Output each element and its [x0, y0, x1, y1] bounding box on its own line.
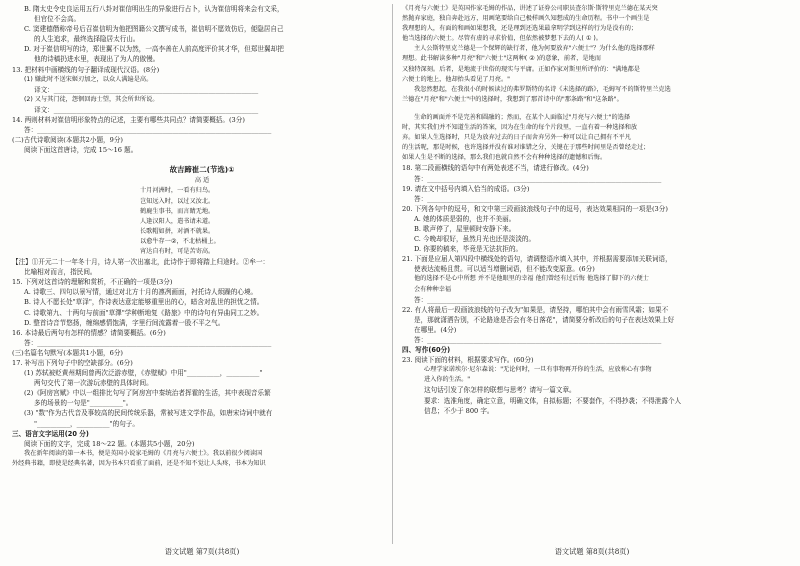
right-line: D. 你要的稿来，毕竟是无法抗拒的。: [414, 245, 523, 254]
right-line: C. 今晚却很好，虽然月光也还是淡淡的。: [414, 235, 536, 244]
right-spacer: [402, 105, 782, 113]
left-line: 比喻相对而言，指民间。: [24, 268, 97, 277]
left-line: 外经典书籍，即使是经典名著，因为书本只看重了面前，还是不知不觉让人头疼，书本为知识: [12, 459, 266, 467]
right-line: 答：_______________________________________________________________________: [414, 194, 662, 203]
left-line: 15. 下列对这首诗的理解和赏析，不正确的一项是(3分): [12, 278, 173, 287]
left-line: 16. 本诗最后两句有怎样的情感？请简要概括。(6分): [12, 328, 166, 337]
right-line: 我忽然想起，在我很小的时候读过的弗罗斯特的名诗《未选择的路》，毛姆写不的斯特里兰克选: [414, 85, 671, 93]
left-line: 他的诗稿扔进水里，表现出了为人的傲慢。: [34, 55, 160, 64]
page-8: [402, 4, 782, 536]
left-line: (1) 嫌此时不送宋姬刃加之，以众人满遍是高。: [24, 75, 153, 83]
right-line: 他当选择的六便士。尽管有虚的寻求价值，但依然被梦想下去的人( ① )。: [402, 35, 602, 43]
right-line: 22. 有人将最后一段画波浪线的句子改为"如果是，请坚持，哪怕其中会有雨雪风霜；如果不: [402, 305, 669, 314]
poem-body: [12, 186, 392, 257]
left-line: (1) 苏轼被贬黄州期间曾两次泛游赤壁，《赤壁赋》中用"__________，__________": [24, 369, 263, 378]
poem-line: 岂知远入时，以过又汝北。: [140, 197, 215, 205]
right-line: B. 歌声停了，屋里顿时安静下来。: [414, 224, 516, 233]
right-line: 18. 第二段画横线的语句中有两处表述不当，请进行修改。(4分): [402, 164, 589, 173]
left-line: C. 诗歌第九、十两句与前面"草澤"学种断地复《路旅》中的诗句有异曲同工之妙。: [24, 308, 264, 317]
right-line: A. 她的体质是弱的，也并不美丽。: [414, 214, 516, 223]
left-line: (三)名篇名句默写(本题共1小题，6分): [12, 348, 123, 357]
right-line: 《月亮与六便士》是英国作家毛姆的作品，讲述了证券公司职员查尔斯·斯特里克兰德在某天突: [402, 5, 658, 12]
right-line: 如果人生是不断的选择，那么我们也就自然不会有种种选择的遗憾和后悔。: [402, 154, 607, 162]
footer-page-8: 语文试题 第8页(共8页): [554, 547, 630, 556]
left-text-block-1: [12, 4, 392, 163]
page-divider: [392, 4, 393, 544]
left-line: 阅读下面这首唐诗，完成 15～16 题。: [24, 146, 138, 155]
right-line: 这句话引发了你怎样的联想与思考？请写一篇文章。: [424, 386, 576, 395]
right-line: 的生活呢，那是时候，也许选择并没有谁对谁错之分，关键在于那些时间里是否曾经走过；: [402, 144, 650, 152]
right-line: 答：_______________________________________________________________________: [414, 174, 662, 183]
right-text-block: [402, 4, 782, 416]
poem-line: 长歌帽如拼，对酒不就果。: [140, 227, 215, 235]
right-line: 又独特深刻。后者，是地流于世俗的现实与平庸。正如作家对斯里所评价的："满地都是: [402, 65, 640, 73]
right-line: 要求：选准角度，确定立意，明确文体，自拟标题；不要套作，不得抄袭；不得泄露个人: [424, 396, 682, 405]
left-line: 我在新年阅读的第一本书，便是英国小说家毛姆的《月亮与六便士》。我以前很少阅读国: [24, 449, 263, 457]
left-line: 三、语言文字运用(20 分): [12, 429, 89, 438]
left-line: C. 窦建德僭称帝号后召崔信明为他把图籍公文撰写成书，崔信明不愿效仿后，便隐居自己: [24, 25, 284, 34]
right-line: 会有种种幸福: [414, 285, 452, 293]
left-line: 13. 把材料中画横线的句子翻译成现代汉语。(8分): [12, 65, 160, 74]
right-line: 我理想的人，有面的和画如果想我，还是理到还选果最拿明学到这样的行为是没有的；: [402, 25, 638, 33]
left-line: 阅读下面的文字，完成 18～22 题。(本题共5小题，20分): [24, 439, 195, 448]
footer-page-7: 语文试题 第7页(共8页): [164, 547, 240, 556]
right-line: 信息；不少于 800 字。: [424, 406, 494, 415]
left-line: B. 诗人不愿长处"草泽"，作诗表达意定能够重里出的心，暗含对乱世的担忧之情。: [24, 298, 264, 307]
right-line: 答：_______________________________________________________________________: [414, 336, 662, 344]
left-line: (2) 又与其门徒，怨徊回海士望，其会所世所说。: [24, 95, 159, 103]
right-line: 时，其实我们并不知道生活的答案，因为在生命的每个片段里，一直有着一种选择和放: [402, 124, 638, 132]
right-line: 19. 请在文中括号内填入恰当的成语。(3分): [402, 184, 530, 193]
left-line: (3) "数"作为古代音及事较高的民间传统乐器，常被写进文学作品，如唐宋诗词中就有: [24, 409, 273, 418]
right-line: 然抛弃家庭，独自奔赴远方，用画笔要给自己极样画久知想成的生命历程。书中一个画生是: [402, 15, 650, 23]
right-line: 生命的画面并不是完善和圆融的；然而，在某个人面临过"月亮与六便士"的选择: [414, 113, 631, 121]
left-line: "__________，__________"的句子。: [34, 419, 139, 428]
left-line: 译文：______________________________________________________________: [34, 105, 259, 114]
left-line: 多的场景的一句是"__________"。: [34, 399, 133, 408]
left-line: (二)古代诗歌阅读(本题共2小题，9分): [12, 136, 123, 145]
right-line: 使表达流畅且贯。可以适当增删词语，但不能改变原意。(6分): [414, 265, 595, 274]
right-line: 答：_______________________________________________________________________: [414, 295, 662, 304]
poem-line: 鹤鹿生事书，而言睛无地。: [140, 207, 215, 215]
left-line: A. 诗歌三、四句以景写情，通过对北方十月的凛冽画面，衬托诗人烦躁的心境。: [24, 288, 258, 297]
right-line: 心理学家诺埃尔·尼尔森说："无论何时，一旦有事物再开你的生活，应放称心有事物: [424, 366, 652, 374]
right-line: 23. 阅读下面的材料，根据要求写作。(60分): [402, 356, 534, 365]
right-line: 在哪里。(4分): [414, 325, 457, 334]
poem-line: 以愈牛存一②，不北枯桶上。: [140, 237, 220, 245]
left-text-block-2: [12, 257, 392, 469]
right-line: 进入你的生活。": [424, 376, 471, 384]
left-line: 14. 两则材料对崔信明形象特点的记述，主要有哪些共同点？请简要概括。(3分): [12, 116, 245, 125]
right-line: 是，那就潇洒告别，不论路途是否会有冬日落花"，请简要分析改后的句子在表达效果上好: [414, 315, 675, 324]
poem-line: 人逢汉阳人，遣书请未道。: [140, 217, 215, 225]
left-line: 译文：______________________________________________________________: [34, 85, 259, 94]
poem-author: 高 适: [194, 177, 210, 185]
left-line: 17. 补写出下列句子中的空缺部分。(6分): [12, 359, 133, 367]
left-line: (2)《阿房宫赋》中以一组排比句写了阿房宫中秦统治者挥霍的生活，其中表现音乐繁: [24, 389, 271, 398]
poem-line: 十月河洲时，一看有归鸟。: [140, 187, 215, 195]
left-line: 两句交代了第一次游玩赤壁的具体时间。: [34, 379, 153, 388]
page-7: [12, 4, 392, 536]
left-line: 的人生追求，最终选择隐居太行山。: [34, 35, 140, 44]
right-line: 主人公斯特里克兰德是一个保辉的缺行者，他为何要放弃"六便士"？为什么他的选择那样: [414, 45, 655, 53]
left-line: 【注】①开元二十一年冬十月，诗人第一次出塞北，此诗作于即将踏上归途时。②牟一：: [12, 258, 270, 267]
left-line: B. 隋太史令史良运用五行八卦对崔信明出生的异象进行占卜，认为崔信明将来会有文采，: [24, 5, 284, 13]
left-line: 但官位不会高。: [34, 15, 81, 24]
poem-line: 宵达自有时，可是苦寄高。: [140, 247, 215, 255]
poem-title: 故吉蹄崔二(节选)①: [169, 165, 235, 175]
right-line: 理想。此书解读多种"月亮"和"六便士"这两种( ② )的意象，前者，是地而: [402, 55, 601, 63]
left-line: 答：_______________________________________________________________________: [24, 126, 272, 135]
right-line: 六便士的地上，他却抬头看见了月亮。": [402, 75, 511, 83]
left-line: 答：_______________________________________________________________________: [24, 338, 272, 347]
right-line: 兰德在"月亮"和"六便士"中的选择时，我想到了那首诗中的"那条路"和"这条路"。: [402, 95, 623, 103]
right-line: 弃。如果人生选择时，只是为放弃过去的日子而舍弃另外一种可以让自己拥有不平凡: [402, 134, 631, 142]
right-line: 21. 下面是应届人第四段中横线处的语句，请调整语序填入其中，并根据需要添加关联词语，: [402, 255, 672, 264]
left-line: D. 整首诗音节悠扬，缠绵感情饱满，字里行间流露着一股不平之气。: [24, 318, 225, 327]
left-spacer: [12, 155, 392, 163]
right-line: 四、写作(60分): [402, 346, 451, 355]
left-line: D. 对于崔信明写的诗，郑世翼不以为然，一高李善在人前高度评价其才华，但郑世翼却把: [24, 45, 284, 54]
right-line: 20. 下列各句中的逗号，和文中第三段画波浪线句子中的逗号，表达效果相同的一项是(3分): [402, 204, 668, 213]
right-line: 他的选择不是心中所想 并不是他眼里的幸福 他们曾经有过后悔 他选择了脚下的六便士: [414, 275, 649, 283]
